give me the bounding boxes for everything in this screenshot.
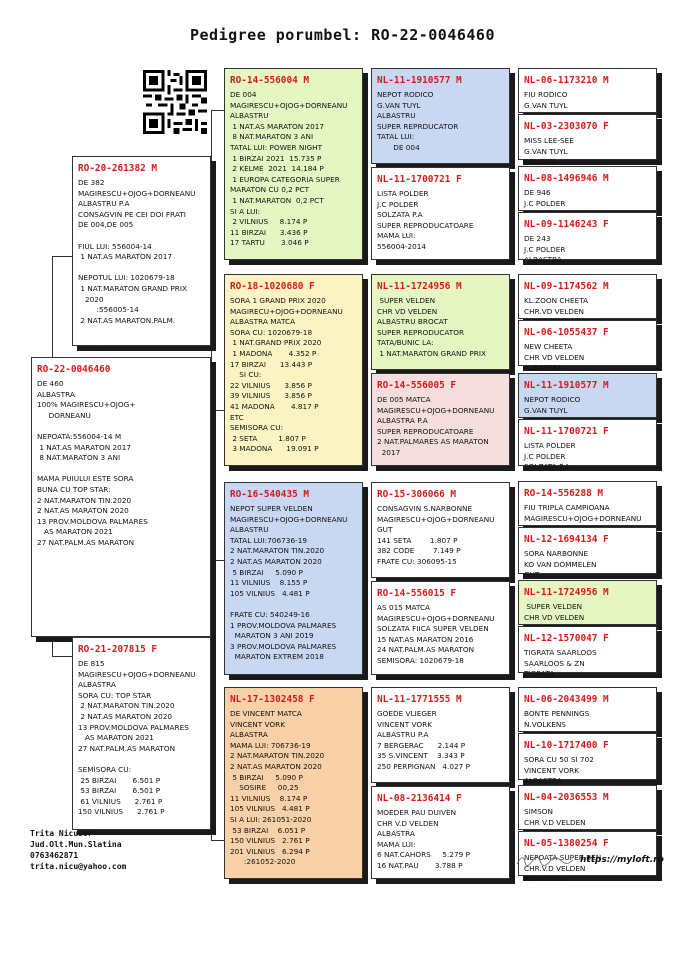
card-details: FIU RODICO G.VAN TUYL (524, 90, 568, 110)
ring-number: NL-11-1724956 M (377, 281, 462, 292)
card-details: GOEDE VLIEGER VINCENT VORK ALBASTRU P.A 7 BERGERAC 2.144 P 35 S.VINCENT 3.343 P 250 PERPIGNAN 4.027 P (377, 709, 471, 771)
ring-number: NL-04-2036553 M (524, 792, 609, 803)
card-details: SUPER VELDEN CHR VD VELDEN ALBASTRU BROCAT SUPER REPRODUCATOR TATA/BUNIC LA: 1 NAT.MARATON GRAND PRIX (377, 296, 486, 358)
pigeon-card-h2 (518, 114, 657, 167)
breeder-contact: Trita Nicusor Jud.Olt.Mun.Slatina 0763462871 trita.nicu@yahoo.com (30, 829, 127, 871)
ring-number: NL-08-1496946 M (524, 173, 609, 184)
pigeon-card-h11 (518, 580, 657, 625)
pigeon-card-sire-sire (224, 68, 363, 260)
pigeon-card-h15 (518, 785, 657, 830)
card-details: SORA 1 GRAND PRIX 2020 MAGIRECU+OJOG+DORNEANU ALBASTRA MATCA SORA CU: 1020679-18 1 NAT.GRAND PRIX 2020 1 MADONA 4.352 P 17 BIRZAI 13.443 P SI CU: 22 VILNIUS 3.856 P 39 VILNIUS 3.856 P 41 MADONA 4.817 P ETC SEMISORA CU: 2 SETA 1.807 P 3 MADONA 19.091 P (230, 296, 343, 454)
ring-number: RO-21-207815 F (78, 644, 158, 655)
card-details: DE 005 MATCA MAGIRESCU+OJOG+DORNEANU ALBASTRA P.A SUPER REPRODUCATOARE 2 NAT.PALMARES AS MARATON 2017 (377, 395, 495, 457)
card-details: DE 004 MAGIRESCU+OJOG+DORNEANU ALBASTRU 1 NAT.AS MARATON 2017 8 NAT.MARATON 3 ANI TATAL LUI: POWER NIGHT 1 BIRZAI 2021 15.735 P 2 KELME 2021 14.184 P 1 EUROPA CATEGORIA SUPER MARATON CU 0,2 PCT 1 NAT.MARATON 0,2 PCT SI A LUI: 2 VILNIUS 8.174 P 11 BIRZAI 3.436 P 17 TARTU 3.046 P (230, 90, 348, 248)
pigeon-card-h8 (518, 419, 657, 472)
ring-number: NL-11-1700721 F (524, 426, 609, 437)
pigeon-card-h1 (518, 68, 657, 113)
ring-number: NL-09-1146243 F (524, 219, 609, 230)
pigeon-card-h14 (518, 733, 657, 786)
connector-line (52, 656, 72, 657)
connector-line (211, 840, 224, 841)
qr-code-icon (143, 70, 207, 134)
ring-number: NL-05-1380254 F (524, 838, 609, 849)
ring-number: NL-08-2136414 F (377, 793, 462, 804)
connector-line (211, 560, 212, 840)
ring-number: RO-14-556015 F (377, 588, 457, 599)
pigeon-card-g4 (371, 373, 510, 466)
pigeon-card-h4 (518, 212, 657, 265)
card-details: NEPOT RODICO G.VAN TUYL (524, 395, 581, 415)
pigeon-card-h10 (518, 527, 657, 580)
card-details: MISS LEE-SEE G.VAN TUYL SOLZATA (524, 136, 574, 167)
card-details: LISTA POLDER J.C POLDER SOLZATA P.A (524, 441, 576, 472)
card-details: DE 243 J.C POLDER ALBASTRA (524, 234, 566, 265)
card-details: LISTA POLDER J.C POLDER SOLZATA P.A SUPER REPRODUCATOARE MAMA LUI: 556004-2014 (377, 189, 474, 251)
card-details: DE 382 MAGIRESCU+OJOG+DORNEANU ALBASTRU P.A CONSAGVIN PE CEI DOI FRATI DE 004,DE 005 FIUL LUI: 556004-14 1 NAT.AS MARATON 2017 NEPOTUL LUI: 1020679-18 1 NAT.MARATON GRAND PRIX 2020 :556005-14 2 NAT.AS MARATON.PALM. (78, 178, 196, 325)
ring-number: RO-20-261382 M (78, 163, 158, 174)
pigeon-card-g2 (371, 167, 510, 260)
ring-number: NL-12-1694134 F (524, 534, 609, 545)
pigeon-card-sire-dam (224, 274, 363, 466)
card-details: DE 946 J.C POLDER (524, 188, 566, 208)
ring-number: NL-06-1173210 M (524, 75, 609, 86)
pigeon-card-h9 (518, 481, 657, 526)
card-details: BONTE PENNINGS N.VOLKENS (524, 709, 590, 729)
card-details: DE 815 MAGIRESCU+OJOG+DORNEANU ALBASTRA SORA CU: TOP STAR 2 NAT.MARATON TIN.2020 2 NAT.AS MARATON 2020 13 PROV.MOLDOVA PALMARES AS MARATON 2021 27 NAT.PALM.AS MARATON SEMISORA CU: 25 BIRZAI 6.501 P 53 BIRZAI 6.501 P 61 VILNIUS 2.761 P 150 VILNIUS 2.761 P (78, 659, 196, 817)
pigeon-card-g3 (371, 274, 510, 370)
pigeon-card-h13 (518, 687, 657, 732)
ring-number: RO-14-556288 M (524, 488, 604, 499)
pigeon-card-h6 (518, 320, 657, 373)
connector-line (52, 256, 72, 257)
ring-number: NL-03-2303070 F (524, 121, 609, 132)
pigeon-card-sire (72, 156, 211, 346)
connector-line (211, 110, 212, 410)
ring-number: RO-14-556004 M (230, 75, 310, 86)
pigeon-card-dam-sire (224, 482, 363, 675)
ring-number: NL-11-1910577 M (377, 75, 462, 86)
ring-number: RO-16-540435 M (230, 489, 310, 500)
ring-number: RO-18-1020680 F (230, 281, 315, 292)
ring-number: NL-17-1302458 F (230, 694, 315, 705)
card-details: SORA CU 50 SI 702 VINCENT VORK ALBASTRA (524, 755, 594, 786)
website-link[interactable]: https://myloft.ro (580, 855, 664, 865)
card-details: CONSAGVIN S.NARBONNE MAGIRESCU+OJOG+DORNEANU GUT 141 SETA 1.807 P 382 CODE 7.149 P FRATE CU: 306095-15 (377, 504, 495, 566)
connector-line (211, 560, 224, 561)
page-title: Pedigree porumbel: RO-22-0046460 (190, 26, 495, 44)
pigeon-card-g6 (371, 581, 510, 675)
ring-number: NL-06-1055437 F (524, 327, 609, 338)
ring-number: NL-11-1700721 F (377, 174, 462, 185)
connector-line (211, 410, 224, 411)
connector-line (211, 110, 224, 111)
signature-icon (515, 854, 575, 868)
pigeon-card-h7 (518, 373, 657, 418)
card-details: KL.ZOON CHEETA CHR.VD VELDEN (524, 296, 589, 316)
card-details: FIU TRIPLA CAMPIOANA MAGIRESCU+OJOG+DORNEANU (524, 503, 642, 523)
card-details: NEPOATA SUPER BEN CHR.V.D VELDEN ALBASTRA (524, 853, 602, 884)
card-details: SIMSON CHR V.D VELDEN (524, 807, 586, 827)
ring-number: RO-14-556005 F (377, 380, 457, 391)
card-details: NEPOT SUPER VELDEN MAGIRESCU+OJOG+DORNEANU ALBASTRU TATAL LUI:706736-19 2 NAT.MARATON TIN.2020 2 NAT.AS MARATON 2020 5 BIRZAI 5.090 P 11 VILNIUS 8.155 P 105 VILNIUS 4.481 P FRATE CU: 540249-16 1 PROV.MOLDOVA PALMARES MARATON 3 ANI 2019 3 PROV.MOLDOVA PALMARES MARATON EXTREM 2018 (230, 504, 348, 662)
pigeon-card-g7 (371, 687, 510, 783)
pigeon-card-h12 (518, 626, 657, 679)
pigeon-card-dam-dam (224, 687, 363, 879)
pigeon-card-h5 (518, 274, 657, 319)
ring-number: RO-15-306066 M (377, 489, 457, 500)
card-details: NEPOT RODICO G.VAN TUYL ALBASTRU SUPER REPRDUCATOR TATAL LUI: DE 004 (377, 90, 459, 152)
card-details: DE VINCENT MATCA VINCENT VORK ALBASTRA MAMA LUI: 706736-19 2 NAT.MARATON TIN.2020 2 NAT.AS MARATON 2020 5 BIRZAI 5.090 P SOSIRE 00,25 11 VILNIUS 8.174 P 105 VILNIUS 4.481 P SI A LUI: 261051-2020 53 BIRZAI 6.051 P 150 VILNIUS 2.761 P 201 VILNIUS 6.294 P :261052-2020 (230, 709, 325, 867)
pigeon-card-dam (72, 637, 211, 830)
card-details: SUPER VELDEN CHR VD VELDEN (524, 602, 585, 622)
card-details: MOEDER PAU DUIVEN CHR V.D VELDEN ALBASTRA MAMA LUI: 6 NAT.CAHORS 5.279 P 16 NAT.PAU 3.788 P (377, 808, 470, 870)
ring-number: NL-11-1724956 M (524, 587, 609, 598)
card-details: DE 460 ALBASTRA 100% MAGIRESCU+OJOG+ DORNEANU NEPOATA:556004-14 M 1 NAT.AS MARATON 2017 8 NAT.MARATON 3 ANI MAMA PUIULUI ESTE SORA BUNA CU TOP STAR: 2 NAT.MARATON TIN.2020 2 NAT.AS MARATON 2020 13 PROV.MOLDOVA PALMARES AS MARATON 2021 27 NAT.PALM.AS MARATON (37, 379, 148, 547)
ring-number: NL-11-1910577 M (524, 380, 609, 391)
ring-number: NL-12-1570047 F (524, 633, 609, 644)
ring-number: NL-10-1717400 F (524, 740, 609, 751)
card-details: SORA NARBONNE KO VAN DOMMELEN GUT (524, 549, 597, 580)
pigeon-card-g5 (371, 482, 510, 578)
ring-number: NL-09-1174562 M (524, 281, 609, 292)
pigeon-card-h3 (518, 166, 657, 211)
ring-number: NL-11-1771555 M (377, 694, 462, 705)
pigeon-card-g8 (371, 786, 510, 879)
pigeon-card-main (31, 357, 211, 637)
card-details: TIGRATA SAARLOOS SAARLOOS & ZN TIGRATA (524, 648, 597, 679)
ring-number: NL-06-2043499 M (524, 694, 609, 705)
card-details: NEW CHEETA CHR VD VELDEN ALBASTRA (524, 342, 585, 373)
ring-number: RO-22-0046460 (37, 364, 111, 375)
pigeon-card-g1 (371, 68, 510, 164)
card-details: AS 015 MATCA MAGIRESCU+OJOG+DORNEANU SOLZATA FIICA SUPER VELDEN 15 NAT.AS MARATON 2016 24 NAT.PALM.AS MARATON SEMISORA: 1020679-18 (377, 603, 495, 665)
